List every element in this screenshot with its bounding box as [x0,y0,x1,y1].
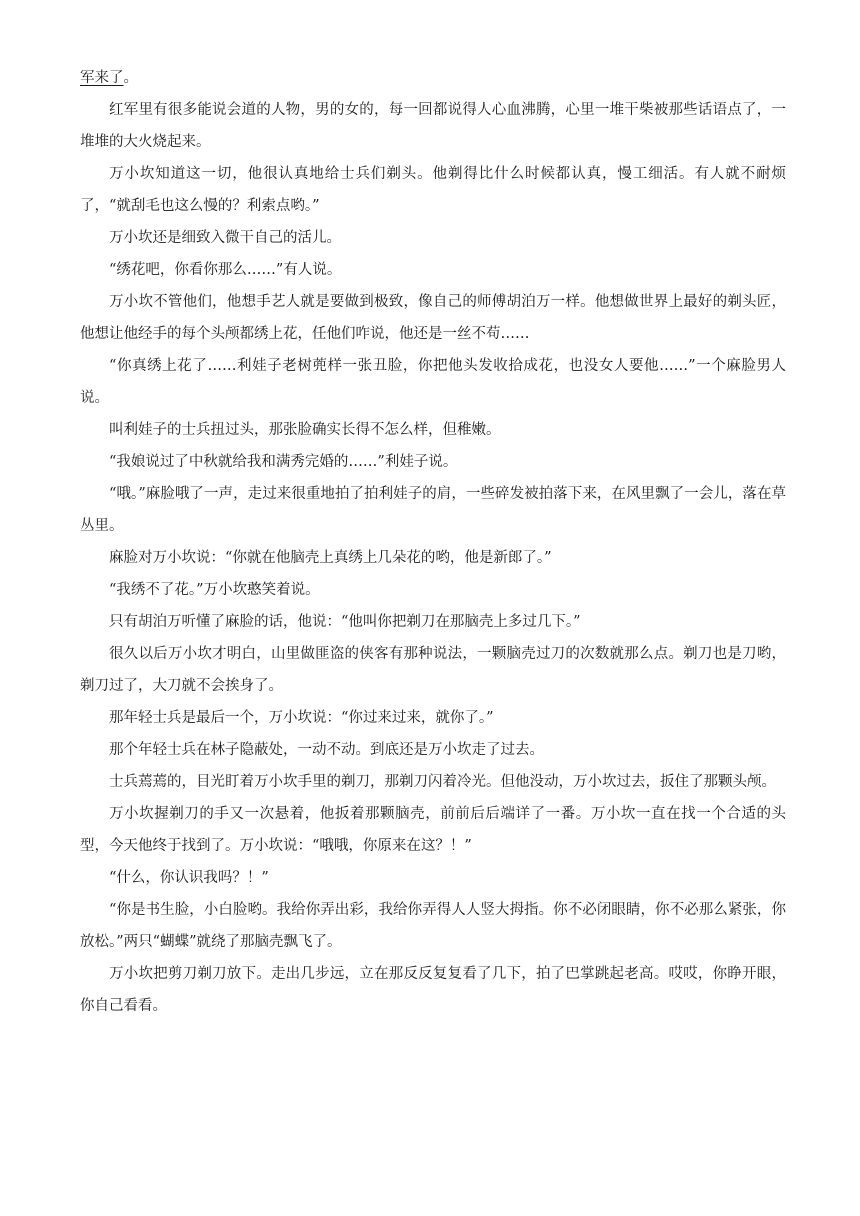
paragraph: 万小坎知道这一切，他很认真地给士兵们剃头。他剃得比什么时候都认真，慢工细活。有人就不耐烦了，“就刮毛也这么慢的？利索点哟。” [80,166,786,214]
paragraph: “你真绣上花了……利娃子老树蔸样一张丑脸，你把他头发收拾成花，也没女人要他……”一个麻脸男人说。 [80,358,786,406]
underlined-phrase: 军来了 [80,70,124,86]
opening-fragment-tail: 。 [123,70,138,86]
paragraph: 麻脸对万小坎说：“你就在他脑壳上真绣上几朵花的哟，他是新郎了。” [109,550,552,566]
paragraph: “我绣不了花。”万小坎憨笑着说。 [109,582,320,598]
paragraph: 万小坎还是细致入微干自己的活儿。 [109,230,341,246]
paragraph: “什么，你认识我吗？！” [109,870,269,886]
paragraph: 万小坎不管他们，他想手艺人就是要做到极致，像自己的师傅胡泊万一样。他想做世界上最好的剃头匠，他想让他经手的每个头颅都绣上花，任他们咋说，他还是一丝不苟…… [80,294,786,342]
paragraph: 万小坎把剪刀剃刀放下。走出几步远，立在那反反复复看了几下，拍了巴掌跳起老高。哎哎，你睁开眼，你自己看看。 [80,966,786,1014]
paragraph: 万小坎握剃刀的手又一次悬着，他扳着那颗脑壳，前前后后端详了一番。万小坎一直在找一个合适的头型，今天他终于找到了。万小坎说：“哦哦，你原来在这？！” [80,806,786,854]
paragraph: 那年轻士兵是最后一个，万小坎说：“你过来过来，就你了。” [109,710,494,726]
paragraph: “哦。”麻脸哦了一声，走过来很重地拍了拍利娃子的肩，一些碎发被拍落下来，在风里飘了一会儿，落在草丛里。 [80,486,786,534]
paragraph: 士兵蔫蔫的，目光盯着万小坎手里的剃刀，那剃刀闪着冷光。但他没动，万小坎过去，扳住了那颗头颅。 [109,774,776,790]
document-page [80,62,786,1022]
paragraph: 红军里有很多能说会道的人物，男的女的，每一回都说得人心血沸腾，心里一堆干柴被那些话语点了，一堆堆的大火烧起来。 [80,102,786,150]
paragraph: “你是书生脸，小白脸哟。我给你弄出彩，我给你弄得人人竖大拇指。你不必闭眼睛，你不必那么紧张，你放松。”两只“蝴蝶”就绕了那脑壳飘飞了。 [80,902,786,950]
paragraph: 那个年轻士兵在林子隐蔽处，一动不动。到底还是万小坎走了过去。 [109,742,544,758]
paragraph: “绣花吧，你看你那么……”有人说。 [109,262,342,278]
paragraph: 叫利娃子的士兵扭过头，那张脸确实长得不怎么样，但稚嫩。 [109,422,501,438]
paragraph: 只有胡泊万听懂了麻脸的话，他说：“他叫你把剃刀在那脑壳上多过几下。” [109,614,581,630]
paragraph: “我娘说过了中秋就给我和满秀完婚的……”利娃子说。 [109,454,458,470]
paragraph: 很久以后万小坎才明白，山里做匪盗的侠客有那种说法，一颗脑壳过刀的次数就那么点。剃刀也是刀哟，剃刀过了，大刀就不会挨身了。 [80,646,786,694]
opening-fragment [80,62,786,94]
